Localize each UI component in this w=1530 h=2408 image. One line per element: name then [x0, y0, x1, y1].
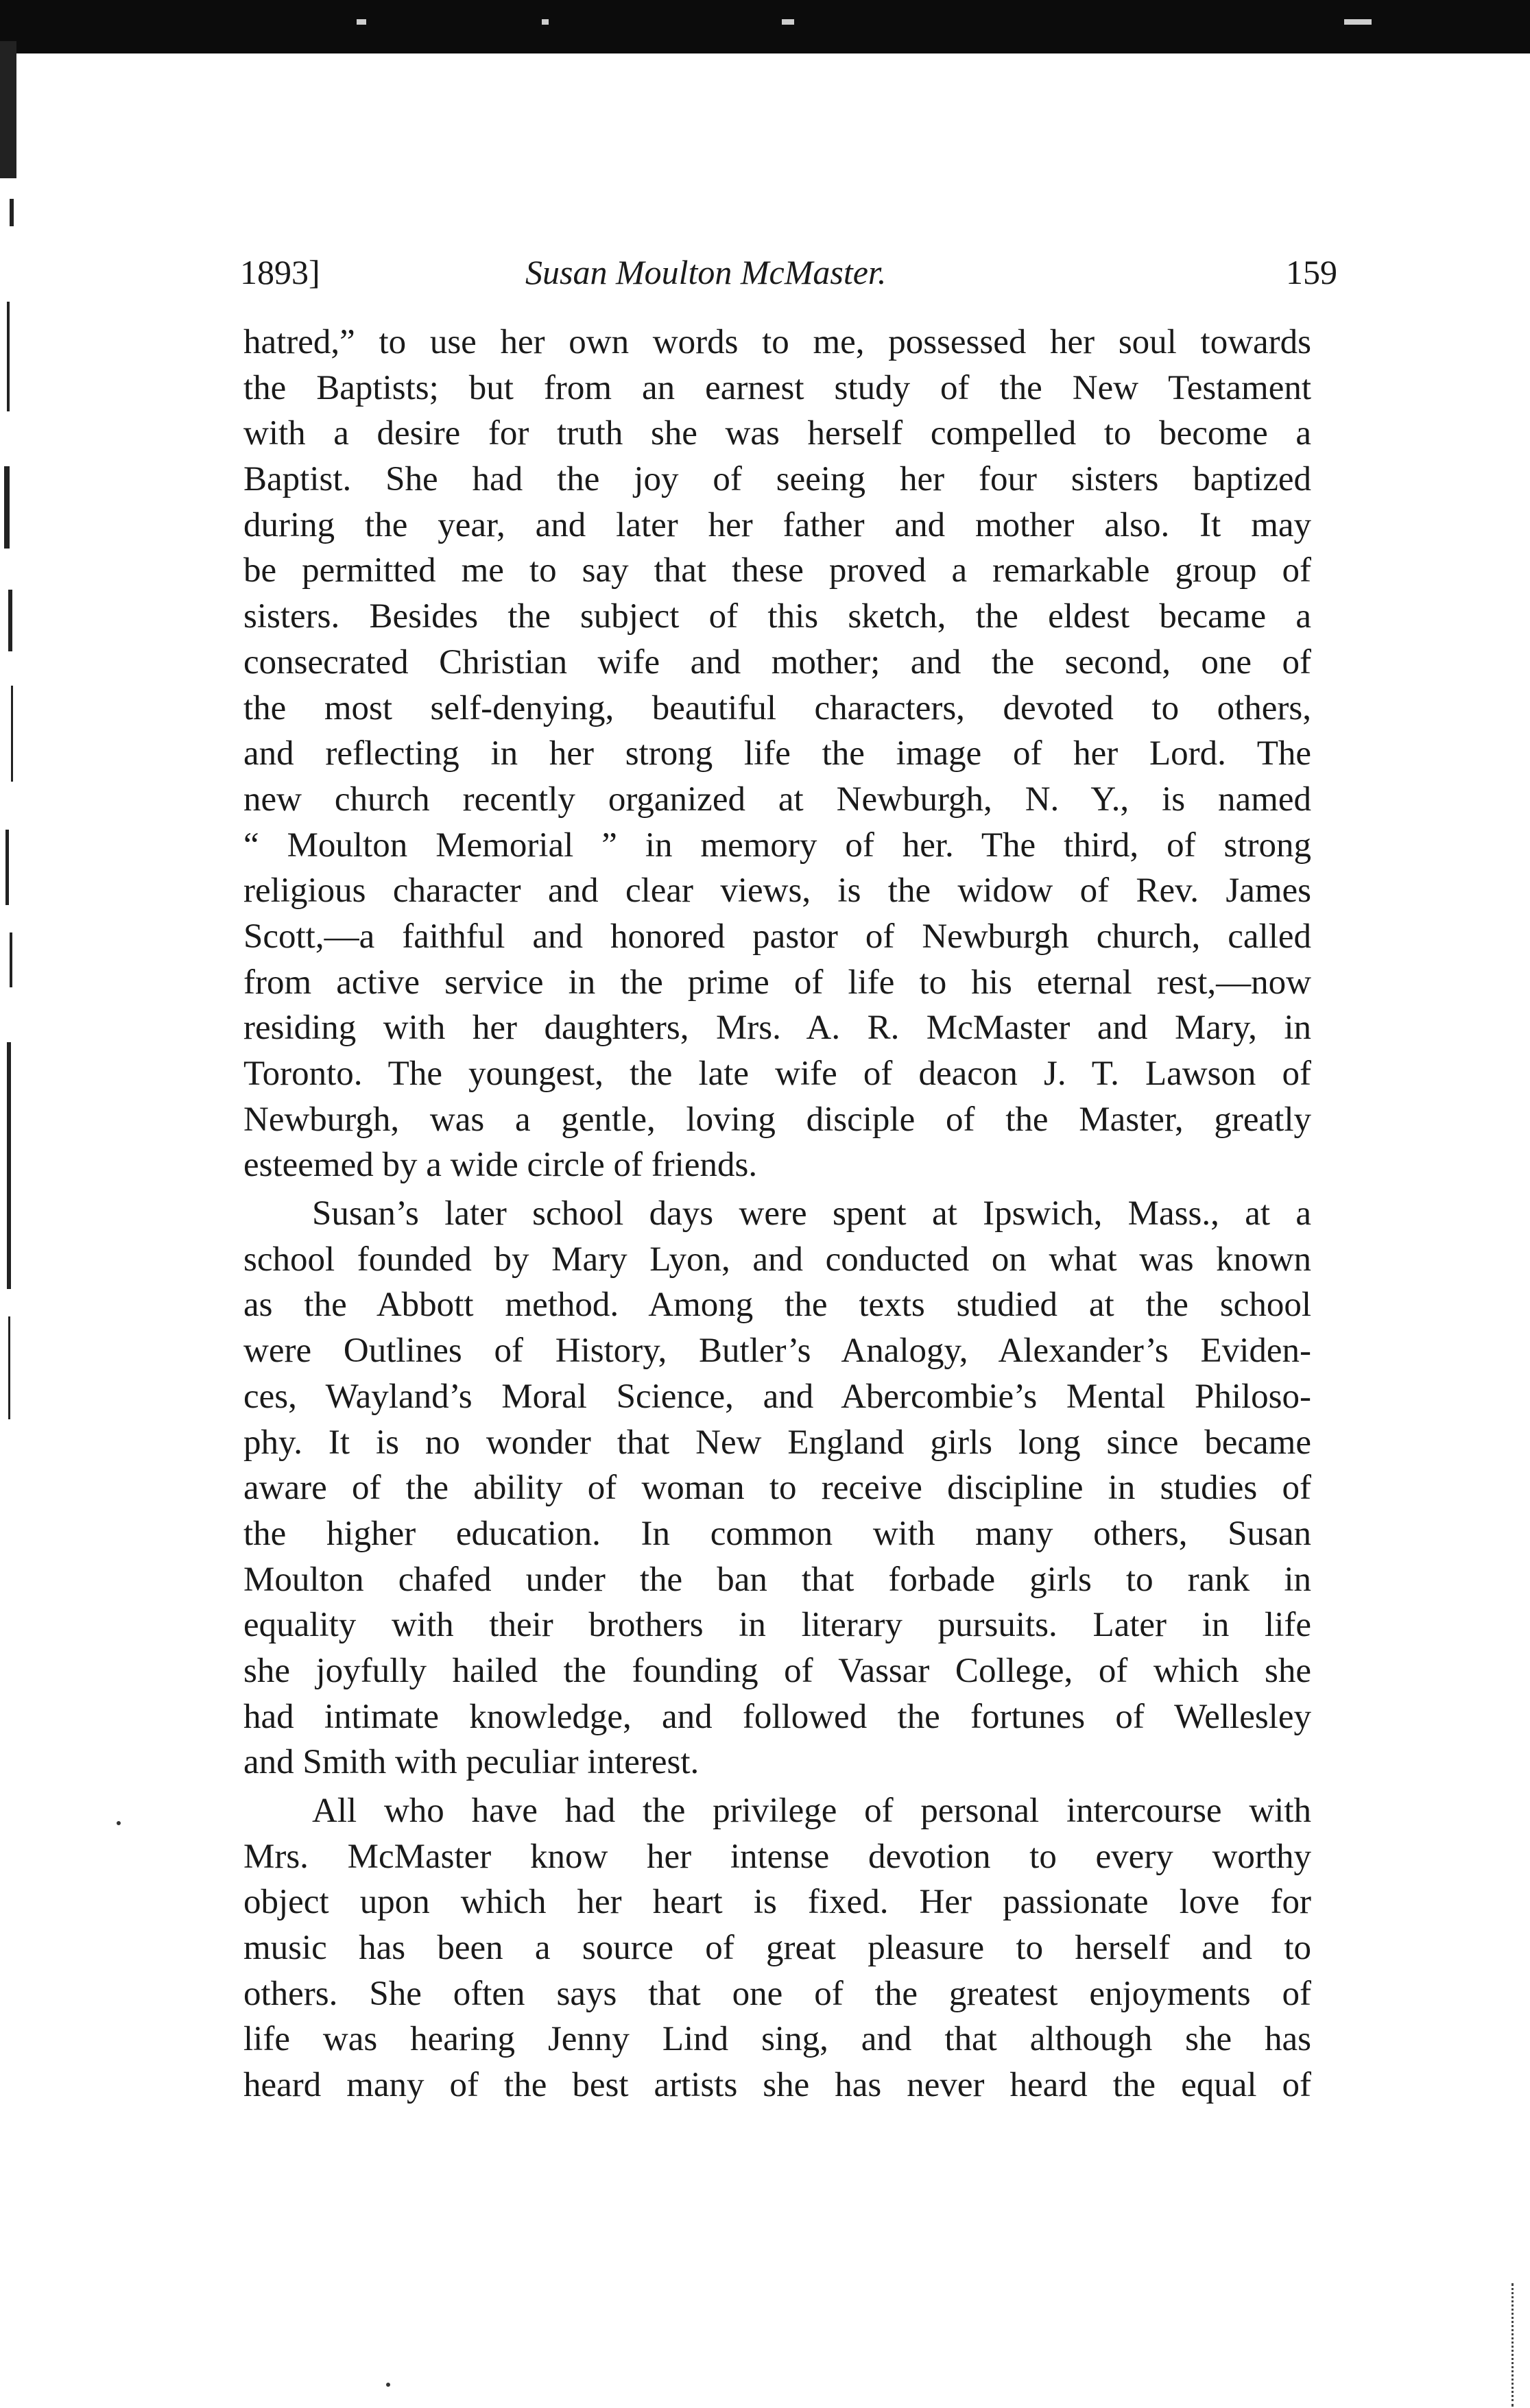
text-line: and Smith with peculiar interest. — [243, 1743, 700, 1782]
scan-fleck — [357, 19, 366, 25]
text-line: equality with their brothers in literary pursuits. Later in life — [243, 1606, 1311, 1645]
page-body-text — [243, 320, 1311, 2108]
scan-speck — [117, 1821, 121, 1825]
text-line: Toronto. The youngest, the late wife of deacon J. T. Lawson of — [243, 1055, 1311, 1093]
scan-fleck — [782, 19, 794, 25]
scan-edge-marks — [1511, 2283, 1520, 2407]
text-line: hatred,” to use her own words to me, possessed her soul towards — [243, 323, 1311, 361]
text-line: from active service in the prime of life to his eternal rest,—now — [243, 963, 1311, 1002]
text-line: All who have had the privilege of personal intercourse with — [312, 1792, 1311, 1830]
text-line: heard many of the best artists she has never heard the equal of — [243, 2066, 1311, 2105]
text-line: phy. It is no wonder that New England girls long since became — [243, 1423, 1311, 1462]
text-line: music has been a source of great pleasure to herself and to — [243, 1929, 1311, 1968]
text-line: were Outlines of History, Butler’s Analogy, Alexander’s Eviden- — [243, 1332, 1311, 1371]
scan-binding-edge — [0, 41, 23, 1447]
text-line: Mrs. McMaster know her intense devotion to every worthy — [243, 1837, 1311, 1876]
header-year: 1893] — [240, 253, 320, 291]
text-line: Newburgh, was a gentle, loving disciple of the Master, greatly — [243, 1100, 1311, 1139]
text-line: object upon which her heart is fixed. Her passionate love for — [243, 1883, 1311, 1922]
text-line: during the year, and later her father and mother also. It may — [243, 505, 1311, 544]
text-line: residing with her daughters, Mrs. A. R. McMaster and Mary, in — [243, 1009, 1311, 1048]
text-line: Scott,—a faithful and honored pastor of Newburgh church, called — [243, 917, 1311, 956]
text-line: ces, Wayland’s Moral Science, and Abercombie’s Mental Philoso- — [243, 1377, 1311, 1416]
text-line: had intimate knowledge, and followed the fortunes of Wellesley — [243, 1697, 1311, 1736]
text-line: others. She often says that one of the greatest enjoyments of — [243, 1974, 1311, 2013]
running-title: Susan Moulton McMaster. — [525, 253, 887, 291]
text-line: consecrated Christian wife and mother; and the second, one of — [243, 642, 1311, 682]
text-line: the most self-denying, beautiful characters, devoted to others, — [243, 688, 1311, 727]
text-line: sisters. Besides the subject of this sketch, the eldest became a — [243, 597, 1311, 636]
scan-top-border — [0, 0, 1530, 53]
text-line: she joyfully hailed the founding of Vassar College, of which she — [243, 1651, 1311, 1690]
text-line: the Baptists; but from an earnest study of the New Testament — [243, 368, 1311, 407]
text-line: as the Abbott method. Among the texts studied at the school — [243, 1286, 1311, 1325]
text-line: Susan’s later school days were spent at Ipswich, Mass., at a — [312, 1194, 1311, 1233]
scan-fleck — [542, 19, 549, 25]
scan-fleck — [1344, 19, 1372, 25]
text-line: Moulton chafed under the ban that forbade girls to rank in — [243, 1560, 1311, 1599]
scan-speck — [386, 2383, 390, 2387]
text-line: life was hearing Jenny Lind sing, and that although she has — [243, 2020, 1311, 2059]
text-line: the higher education. In common with many others, Susan — [243, 1514, 1311, 1553]
text-line: esteemed by a wide circle of friends. — [243, 1146, 758, 1185]
text-line: new church recently organized at Newburgh, N. Y., is named — [243, 780, 1311, 819]
text-line: Baptist. She had the joy of seeing her four sisters baptized — [243, 460, 1311, 499]
text-line: religious character and clear views, is the widow of Rev. James — [243, 871, 1311, 911]
running-header — [240, 248, 1337, 296]
text-line: be permitted me to say that these proved a remarkable group of — [243, 551, 1311, 590]
text-line: school founded by Mary Lyon, and conducted on what was known — [243, 1240, 1311, 1279]
text-line: and reflecting in her strong life the image of her Lord. The — [243, 734, 1311, 773]
text-line: aware of the ability of woman to receive discipline in studies of — [243, 1469, 1311, 1508]
page-number: 159 — [1286, 253, 1337, 291]
text-line: “ Moulton Memorial ” in memory of her. The third, of strong — [243, 826, 1311, 865]
text-line: with a desire for truth she was herself compelled to become a — [243, 414, 1311, 453]
